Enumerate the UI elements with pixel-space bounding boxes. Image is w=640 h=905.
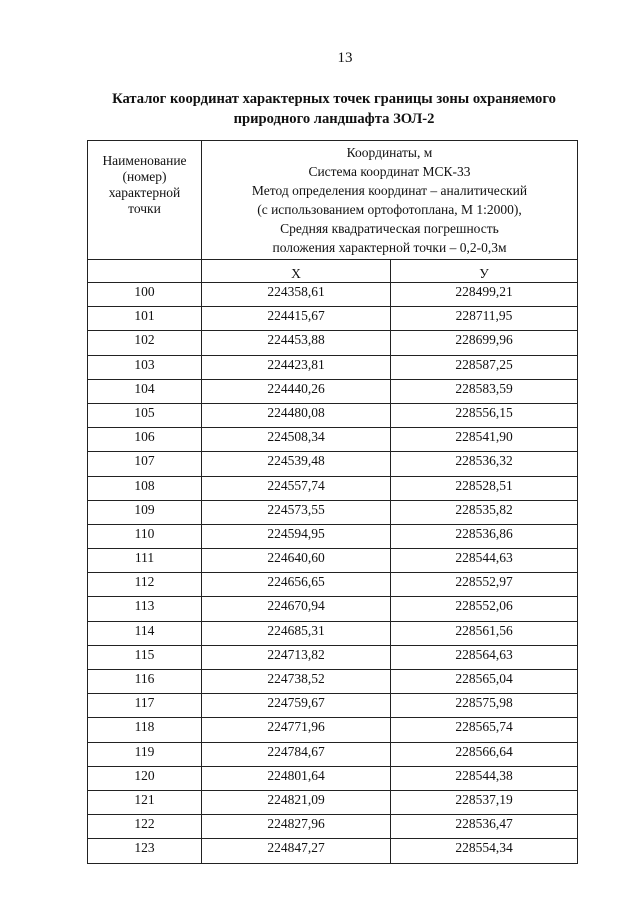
table-row <box>88 379 578 403</box>
x-value: 224480,08 <box>202 403 391 427</box>
x-value: 224827,96 <box>202 815 391 839</box>
header-line: Координаты, м <box>346 145 433 160</box>
y-value: 228536,47 <box>391 815 578 839</box>
y-header: У <box>391 260 578 283</box>
y-value: 228544,63 <box>391 549 578 573</box>
point-name-header <box>88 141 202 260</box>
point-number: 100 <box>88 283 202 307</box>
header-line: Метод определения координат – аналитический <box>251 183 528 198</box>
x-value: 224771,96 <box>202 718 391 742</box>
y-value: 228499,21 <box>391 283 578 307</box>
table-row <box>88 718 578 742</box>
coordinates-header <box>202 141 578 260</box>
y-value: 228552,97 <box>391 573 578 597</box>
y-value: 228556,15 <box>391 403 578 427</box>
point-number: 105 <box>88 403 202 427</box>
point-number: 115 <box>88 645 202 669</box>
point-number: 120 <box>88 766 202 790</box>
x-value: 224656,65 <box>202 573 391 597</box>
x-value: 224847,27 <box>202 839 391 863</box>
point-number: 111 <box>88 549 202 573</box>
header-line: точки <box>128 201 161 216</box>
x-value: 224594,95 <box>202 524 391 548</box>
table-row <box>88 597 578 621</box>
table-row <box>88 307 578 331</box>
title-line: Каталог координат характерных точек границы зоны охраняемого <box>112 91 556 107</box>
y-value: 228565,04 <box>391 670 578 694</box>
coordinates-table <box>87 140 578 864</box>
point-number: 106 <box>88 428 202 452</box>
point-number: 121 <box>88 790 202 814</box>
table-row <box>88 331 578 355</box>
y-value: 228528,51 <box>391 476 578 500</box>
table-row <box>88 815 578 839</box>
point-number: 101 <box>88 307 202 331</box>
table-row <box>88 790 578 814</box>
y-value: 228541,90 <box>391 428 578 452</box>
x-value: 224784,67 <box>202 742 391 766</box>
table-row <box>88 839 578 863</box>
table-row <box>88 742 578 766</box>
x-value: 224640,60 <box>202 549 391 573</box>
table-row <box>88 766 578 790</box>
point-number: 112 <box>88 573 202 597</box>
table-row <box>88 573 578 597</box>
point-number: 107 <box>88 452 202 476</box>
y-value: 228536,86 <box>391 524 578 548</box>
point-number: 103 <box>88 355 202 379</box>
table-row <box>88 670 578 694</box>
point-number: 116 <box>88 670 202 694</box>
x-value: 224557,74 <box>202 476 391 500</box>
x-value: 224713,82 <box>202 645 391 669</box>
y-value: 228587,25 <box>391 355 578 379</box>
y-value: 228552,06 <box>391 597 578 621</box>
table-row <box>88 694 578 718</box>
x-value: 224685,31 <box>202 621 391 645</box>
x-value: 224539,48 <box>202 452 391 476</box>
x-value: 224415,67 <box>202 307 391 331</box>
y-value: 228566,64 <box>391 742 578 766</box>
point-number: 122 <box>88 815 202 839</box>
table-header-row <box>88 141 578 260</box>
header-line: Наименование <box>102 153 187 168</box>
table-row <box>88 403 578 427</box>
y-value: 228535,82 <box>391 500 578 524</box>
point-number: 117 <box>88 694 202 718</box>
y-value: 228711,95 <box>391 307 578 331</box>
y-value: 228554,34 <box>391 839 578 863</box>
x-value: 224423,81 <box>202 355 391 379</box>
table-row <box>88 452 578 476</box>
table-row <box>88 549 578 573</box>
header-line: Средняя квадратическая погрешность <box>280 221 499 236</box>
header-line: положения характерной точки – 0,2-0,3м <box>272 240 507 255</box>
x-value: 224821,09 <box>202 790 391 814</box>
axis-header-row <box>88 260 578 283</box>
table-row <box>88 283 578 307</box>
point-number: 109 <box>88 500 202 524</box>
point-number: 119 <box>88 742 202 766</box>
x-value: 224738,52 <box>202 670 391 694</box>
x-value: 224670,94 <box>202 597 391 621</box>
y-value: 228565,74 <box>391 718 578 742</box>
table-row <box>88 428 578 452</box>
x-value: 224453,88 <box>202 331 391 355</box>
y-value: 228575,98 <box>391 694 578 718</box>
y-value: 228536,32 <box>391 452 578 476</box>
table-row <box>88 500 578 524</box>
point-number: 123 <box>88 839 202 863</box>
y-value: 228699,96 <box>391 331 578 355</box>
empty-cell <box>88 260 202 283</box>
x-value: 224573,55 <box>202 500 391 524</box>
x-value: 224759,67 <box>202 694 391 718</box>
point-number: 118 <box>88 718 202 742</box>
point-number: 104 <box>88 379 202 403</box>
point-number: 102 <box>88 331 202 355</box>
y-value: 228583,59 <box>391 379 578 403</box>
table-row <box>88 476 578 500</box>
point-number: 113 <box>88 597 202 621</box>
y-value: 228564,63 <box>391 645 578 669</box>
point-number: 108 <box>88 476 202 500</box>
page-number: 13 <box>337 50 353 66</box>
x-value: 224801,64 <box>202 766 391 790</box>
table-row <box>88 355 578 379</box>
point-number: 110 <box>88 524 202 548</box>
table-row <box>88 645 578 669</box>
point-number: 114 <box>88 621 202 645</box>
header-line: Система координат МСК-33 <box>308 164 471 179</box>
y-value: 228561,56 <box>391 621 578 645</box>
x-value: 224358,61 <box>202 283 391 307</box>
header-line: (с использованием ортофотоплана, М 1:2000), <box>257 202 522 217</box>
x-header: X <box>202 260 391 283</box>
table-row <box>88 621 578 645</box>
x-value: 224508,34 <box>202 428 391 452</box>
header-line: характерной <box>108 185 181 200</box>
header-line: (номер) <box>122 169 167 184</box>
title-line: природного ландшафта ЗОЛ-2 <box>233 111 435 127</box>
document-title <box>86 89 582 129</box>
y-value: 228537,19 <box>391 790 578 814</box>
table-row <box>88 524 578 548</box>
x-value: 224440,26 <box>202 379 391 403</box>
y-value: 228544,38 <box>391 766 578 790</box>
